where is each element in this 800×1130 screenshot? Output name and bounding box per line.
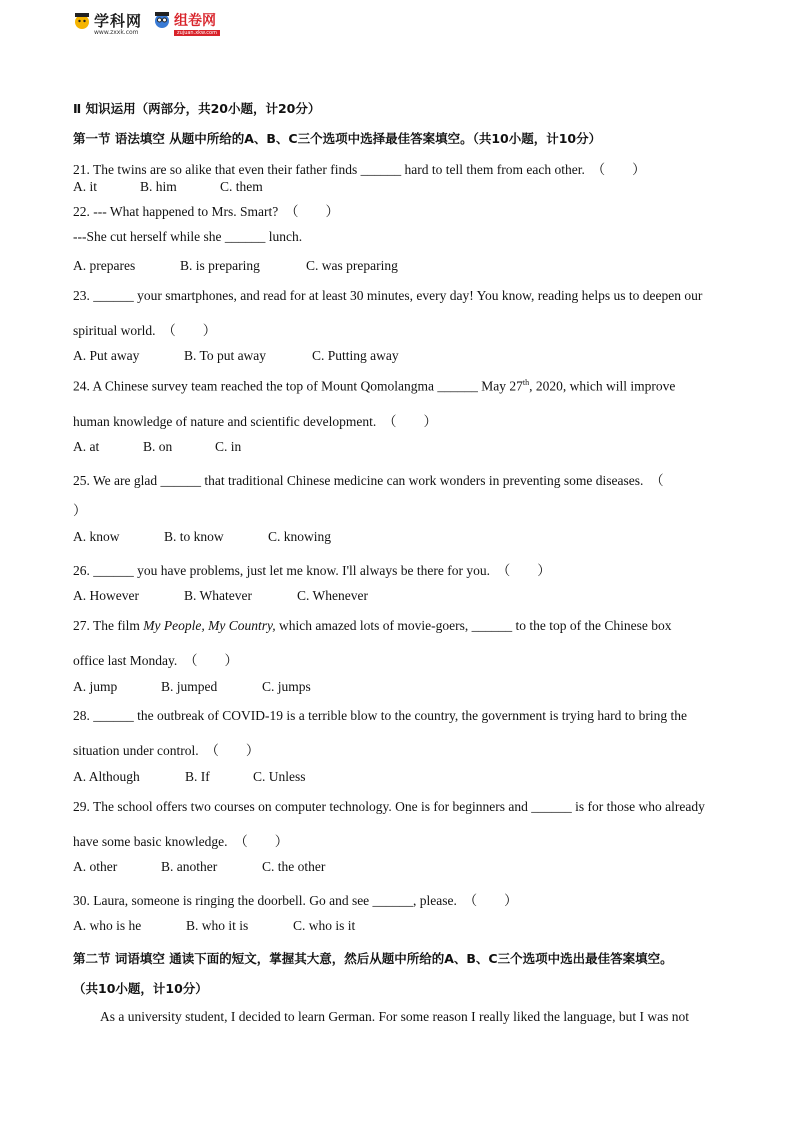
option-c: C. Putting away [312, 348, 399, 363]
option-b: B. who it is [186, 918, 249, 933]
q24-options [73, 439, 241, 455]
zujuanwang-logo [152, 10, 220, 36]
q24-stem-line2: human knowledge of nature and scientific development. （ ） [73, 414, 438, 429]
section-title: Ⅱ 知识运用（两部分，共20小题，计20分） [73, 101, 321, 116]
q27-stem [73, 618, 672, 634]
logo2-text: 组卷网 [174, 13, 217, 29]
mascot-icon [152, 10, 172, 30]
q28-options [73, 769, 306, 785]
option-c: C. was preparing [306, 258, 398, 273]
q25-stem: 25. We are glad ______ that traditional Chinese medicine can work wonders in preventing some diseases. （ [73, 473, 664, 488]
part2-title: 第二节 词语填空 通读下面的短文，掌握其大意，然后从题中所给的A、B、C三个选项中选出最佳答案填空。 [73, 951, 673, 966]
q29-options [73, 859, 325, 875]
q23-stem: 23. ______ your smartphones, and read for at least 30 minutes, every day! You know, reading helps us to deepen our [73, 288, 703, 303]
q25-stem-line2: ） [73, 503, 87, 518]
option-a: A. who is he [73, 918, 142, 933]
part2-subtitle: （共10小题，计10分） [73, 981, 208, 996]
option-c: C. knowing [268, 529, 332, 544]
option-a: A. at [73, 439, 100, 454]
header-logos [72, 10, 220, 36]
logo2-url: zujuan.xkw.com [174, 30, 220, 36]
option-c: C. them [220, 179, 263, 194]
option-c: C. jumps [262, 679, 311, 694]
q25-options [73, 529, 331, 545]
q26-stem: 26. ______ you have problems, just let me know. I'll always be there for you. （ ） [73, 563, 551, 578]
option-c: C. who is it [293, 918, 356, 933]
option-c: C. Unless [253, 769, 306, 784]
q27-stem-part2: which amazed lots of movie-goers, ______ to the top of the Chinese box [275, 618, 672, 633]
option-b: B. To put away [184, 348, 267, 363]
part1-title: 第一节 语法填空 从题中所给的A、B、C三个选项中选择最佳答案填空。（共10小题，计10分） [73, 131, 602, 146]
q27-stem-part1: 27. The film [73, 618, 144, 633]
option-b: B. If [185, 769, 210, 784]
option-b: B. is preparing [180, 258, 260, 273]
option-a: A. Put away [73, 348, 140, 363]
q22-stem: 22. --- What happened to Mrs. Smart? （ ） [73, 204, 339, 219]
q22-stem-line2: ---She cut herself while she ______ lunch. [73, 229, 303, 244]
q29-stem: 29. The school offers two courses on computer technology. One is for beginners and ______ is for those who already [73, 799, 705, 814]
option-a: A. prepares [73, 258, 136, 273]
option-a: A. jump [73, 679, 118, 694]
option-b: B. another [161, 859, 218, 874]
q21-stem: 21. The twins are so alike that even their father finds ______ hard to tell them from each other. （ ） [73, 162, 646, 177]
passage-paragraph: As a university student, I decided to learn German. For some reason I really liked the language, but I was not [100, 1009, 689, 1024]
option-b: B. on [143, 439, 173, 454]
q24-sup: th [522, 378, 530, 387]
option-c: C. Whenever [297, 588, 368, 603]
mascot-icon [72, 11, 92, 31]
logo1-text: 学科网 [94, 12, 143, 30]
q28-stem-line2: situation under control. （ ） [73, 743, 260, 758]
q24-stem-part1: 24. A Chinese survey team reached the top of Mount Qomolangma ______ May 27 [73, 378, 523, 394]
option-a: A. Although [73, 769, 140, 784]
q24-stem [73, 378, 727, 395]
option-a: A. it [73, 179, 98, 194]
option-b: B. Whatever [184, 588, 252, 603]
q27-stem-line2: office last Monday. （ ） [73, 653, 238, 668]
q26-options [73, 588, 368, 604]
q22-options [73, 258, 398, 274]
q24-stem-part2: , 2020, which will improve [529, 378, 676, 394]
q23-options [73, 348, 399, 364]
option-a: A. know [73, 529, 120, 544]
q23-stem-line2: spiritual world. （ ） [73, 323, 217, 338]
option-b: B. to know [164, 529, 224, 544]
logo1-url: www.zxxk.com [94, 29, 139, 36]
q27-options [73, 679, 311, 695]
q21-options [73, 179, 263, 195]
option-b: B. him [140, 179, 177, 194]
option-b: B. jumped [161, 679, 218, 694]
option-c: C. the other [262, 859, 326, 874]
xuekewang-logo [72, 10, 142, 36]
q30-options [73, 918, 355, 934]
option-a: A. other [73, 859, 118, 874]
option-a: A. However [73, 588, 139, 603]
q28-stem: 28. ______ the outbreak of COVID-19 is a terrible blow to the country, the government is trying hard to bring the [73, 708, 687, 723]
q30-stem: 30. Laura, someone is ringing the doorbell. Go and see ______, please. （ ） [73, 893, 518, 908]
option-c: C. in [215, 439, 242, 454]
q29-stem-line2: have some basic knowledge. （ ） [73, 834, 289, 849]
q27-film-title: My People, My Country, [143, 618, 276, 633]
